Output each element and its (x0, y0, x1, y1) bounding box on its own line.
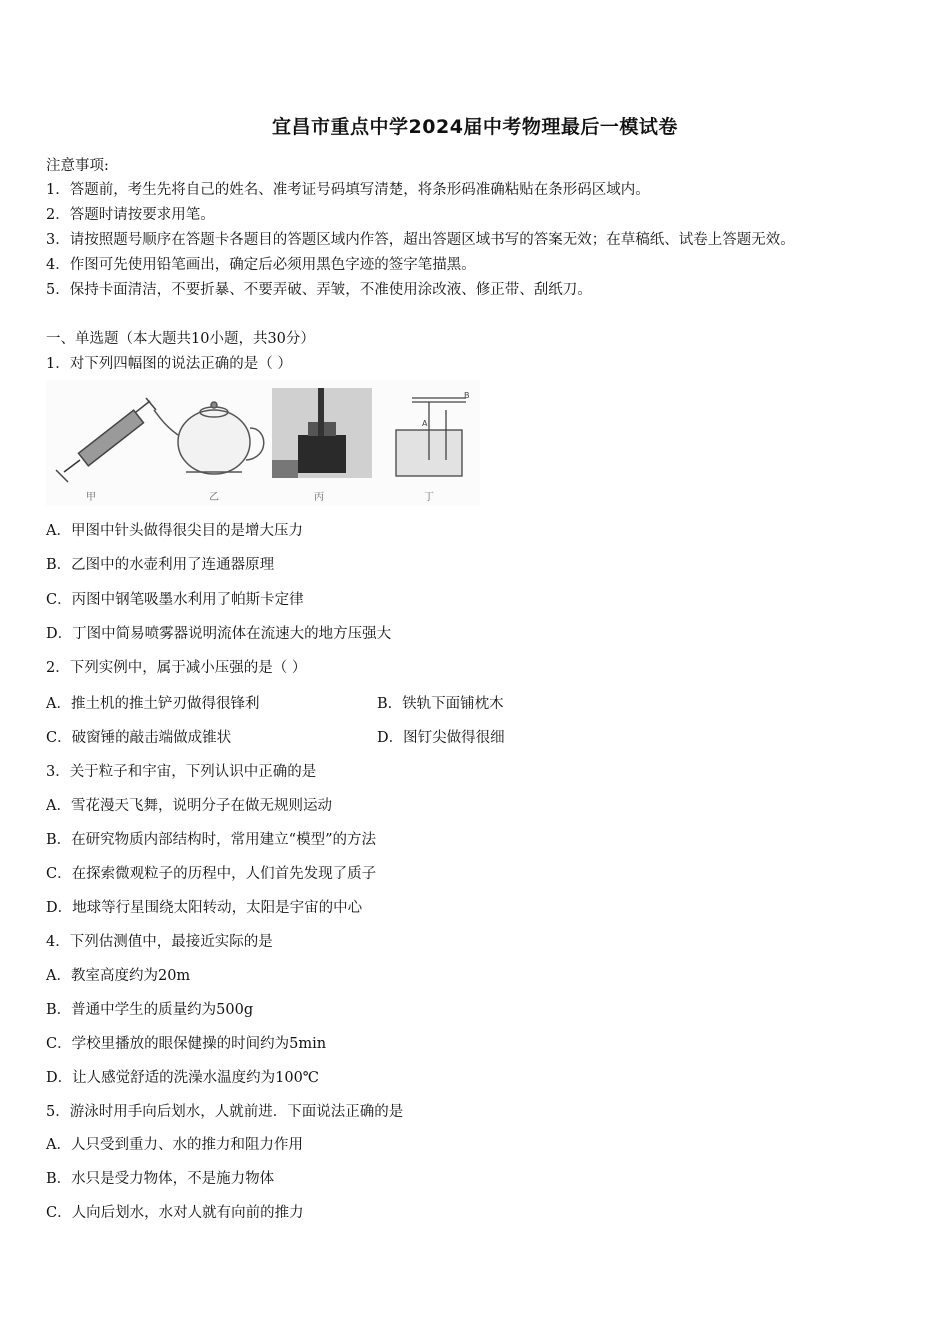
question-4-option-d: D．让人感觉舒适的洗澡水温度约为100℃ (46, 1070, 320, 1086)
note-item: 3．请按照题号顺序在答题卡各题目的答题区域内作答，超出答题区域书写的答案无效；在草稿纸、试卷上答题无效。 (46, 232, 795, 248)
question-2-option-a: A．推土机的推土铲刃做得很锋利 (46, 696, 260, 712)
note-item: 1．答题前，考生先将自己的姓名、准考证号码填写清楚，将条形码准确粘贴在条形码区域内。 (46, 182, 650, 198)
note-item: 4．作图可先使用铅笔画出，确定后必须用黑色字迹的签字笔描黑。 (46, 257, 476, 273)
question-2-option-b: B．铁轨下面铺枕木 (377, 696, 504, 712)
svg-text:A: A (422, 419, 428, 428)
question-5-option-c: C．人向后划水，水对人就有向前的推力 (46, 1205, 304, 1221)
question-1-option-d: D．丁图中简易喷雾器说明流体在流速大的地方压强大 (46, 626, 392, 642)
question-4-option-b: B．普通中学生的质量约为500g (46, 1002, 254, 1018)
note-item: 2．答题时请按要求用笔。 (46, 207, 215, 223)
question-1-stem: 1．对下列四幅图的说法正确的是（ ） (46, 356, 292, 372)
question-4-stem: 4．下列估测值中，最接近实际的是 (46, 934, 273, 950)
question-1-option-a: A．甲图中针头做得很尖目的是增大压力 (46, 523, 303, 539)
question-3-option-a: A．雪花漫天飞舞，说明分子在做无规则运动 (46, 798, 332, 814)
question-2-stem: 2．下列实例中，属于减小压强的是（ ） (46, 660, 307, 676)
question-3-option-b: B．在研究物质内部结构时，常用建立“模型”的方法 (46, 832, 376, 848)
figure-label-yi: 乙 (209, 492, 219, 503)
note-item: 5．保持卡面清洁，不要折暴、不要弄破、弄皱，不准使用涂改液、修正带、刮纸刀。 (46, 282, 592, 298)
figure-label-ding: 丁 (424, 492, 434, 503)
svg-text:B: B (464, 391, 470, 400)
ink-bottle-illustration (272, 388, 372, 478)
question-3-option-d: D．地球等行星围绕太阳转动，太阳是宇宙的中心 (46, 900, 363, 916)
question-4-option-a: A．教室高度约为20m (46, 968, 191, 984)
question-4-option-c: C．学校里播放的眼保健操的时间约为5min (46, 1036, 327, 1052)
figure-label-jia: 甲 (86, 492, 96, 503)
section-heading: 一、单选题（本大题共10小题，共30分） (46, 331, 315, 347)
question-2-option-c: C．破窗锤的敲击端做成锥状 (46, 730, 232, 746)
question-3-option-c: C．在探索微观粒子的历程中，人们首先发现了质子 (46, 866, 377, 882)
question-5-option-b: B．水只是受力物体，不是施力物体 (46, 1171, 275, 1187)
figure-label-bing: 丙 (314, 492, 324, 503)
question-1-option-b: B．乙图中的水壶利用了连通器原理 (46, 557, 275, 573)
question-2-option-d: D．图钉尖做得很细 (377, 730, 505, 746)
four-panel-illustration (46, 380, 480, 506)
page-title: 宜昌市重点中学2024届中考物理最后一模试卷 (272, 116, 678, 138)
question-3-stem: 3．关于粒子和宇宙，下列认识中正确的是 (46, 764, 317, 780)
notes-heading: 注意事项: (46, 158, 109, 174)
question-5-option-a: A．人只受到重力、水的推力和阻力作用 (46, 1137, 303, 1153)
question-1-option-c: C．丙图中钢笔吸墨水利用了帕斯卡定律 (46, 592, 304, 608)
question-5-stem: 5．游泳时用手向后划水，人就前进．下面说法正确的是 (46, 1104, 404, 1120)
question-1-figure (46, 380, 480, 506)
